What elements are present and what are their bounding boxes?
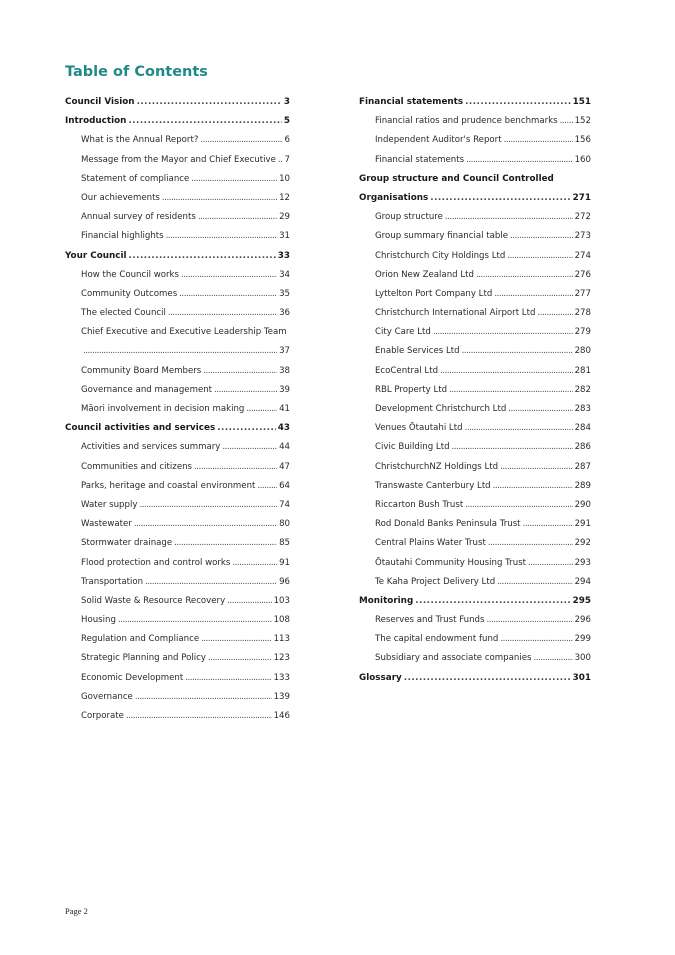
toc-section-entry[interactable] [359, 592, 591, 611]
dot-leader [232, 554, 277, 573]
toc-entry-title: Group summary financial table [375, 231, 509, 242]
toc-entry[interactable] [65, 573, 290, 592]
toc-entry[interactable] [65, 342, 290, 361]
toc-entry-title: Your Council [65, 250, 127, 261]
toc-page-number: 290 [574, 499, 591, 510]
toc-page-number: 276 [574, 269, 591, 280]
toc-page-number: 44 [279, 442, 290, 453]
toc-entry-title: Rod Donald Banks Peninsula Trust [375, 519, 521, 530]
dot-leader [201, 630, 271, 649]
toc-page-number: 74 [279, 499, 290, 510]
toc-entry[interactable] [359, 438, 591, 457]
toc-page-number: 296 [574, 615, 591, 626]
toc-page-number: 286 [574, 442, 591, 453]
toc-entry[interactable] [359, 342, 591, 361]
toc-entry-title: Community Outcomes [81, 288, 178, 299]
dot-leader [487, 611, 573, 630]
toc-entry[interactable] [65, 534, 290, 553]
dot-leader [257, 477, 277, 496]
toc-page-number: 39 [279, 384, 290, 395]
toc-entry-title: Introduction [65, 116, 127, 127]
toc-entry-title: Glossary [359, 672, 402, 683]
dot-leader [168, 304, 277, 323]
toc-page-number: 146 [273, 711, 290, 721]
toc-entry[interactable] [359, 227, 591, 246]
toc-entry[interactable] [65, 131, 290, 150]
toc-entry[interactable] [65, 592, 290, 611]
dot-leader [415, 592, 570, 611]
toc-entry[interactable] [65, 611, 290, 630]
toc-page-number: 37 [279, 346, 290, 357]
toc-entry[interactable] [359, 477, 591, 496]
toc-section-entry[interactable] [65, 247, 290, 266]
dot-leader [128, 112, 281, 131]
toc-entry-title: Water supply [81, 499, 138, 510]
toc-section-entry[interactable] [359, 669, 591, 688]
dot-leader [508, 400, 572, 419]
toc-entry-title: Enable Services Ltd [375, 346, 460, 357]
toc-entry-title: Strategic Planning and Policy [81, 653, 206, 664]
toc-entry[interactable] [65, 227, 290, 246]
toc-page-number: 294 [574, 576, 591, 587]
toc-page-number: 47 [279, 461, 290, 472]
dot-leader [449, 381, 572, 400]
dot-leader [537, 304, 572, 323]
dot-leader [185, 669, 271, 688]
toc-entry[interactable] [359, 496, 591, 515]
toc-entry-title: The capital endowment fund [375, 634, 499, 645]
dot-leader [465, 93, 571, 112]
toc-page-number: 123 [273, 653, 290, 664]
toc-page-number: 10 [279, 173, 290, 184]
toc-entry-title: Central Plains Water Trust [375, 538, 486, 549]
toc-entry-title: Parks, heritage and coastal environment [81, 480, 256, 491]
dot-leader [194, 458, 277, 477]
toc-page-number: 43 [277, 423, 290, 434]
toc-entry-title: The elected Council [81, 308, 166, 319]
toc-page-number: 113 [273, 634, 290, 645]
dot-leader [534, 649, 573, 668]
toc-entry-title: Annual survey of residents [81, 212, 196, 223]
toc-entry[interactable] [65, 554, 290, 573]
dot-leader [126, 707, 272, 726]
dot-leader [560, 112, 573, 131]
toc-page-number: 41 [279, 404, 290, 414]
toc-entry-title: Transwaste Canterbury Ltd [375, 480, 491, 491]
toc-page-number: 34 [279, 269, 290, 280]
dot-leader [145, 573, 277, 592]
toc-entry-title: Solid Waste & Resource Recovery [81, 595, 226, 606]
toc-entry[interactable] [359, 323, 591, 342]
toc-entry[interactable] [359, 151, 591, 170]
toc-entry-title: Activities and services summary [81, 442, 221, 453]
toc-entry-title: Council activities and services [65, 423, 216, 434]
dot-leader [83, 342, 277, 361]
page-number-footer: Page 2 [65, 906, 88, 916]
toc-entry-title: Organisations [359, 192, 429, 203]
toc-page-number: 151 [572, 97, 591, 107]
dot-leader [191, 170, 277, 189]
toc-page-number: 96 [279, 576, 290, 587]
toc-entry-title: Māori involvement in decision making [81, 404, 245, 414]
dot-leader [510, 227, 573, 246]
toc-entry-title: Independent Auditor's Report [375, 135, 502, 146]
toc-entry[interactable] [359, 458, 591, 477]
dot-leader [452, 438, 573, 457]
toc-page-number: 273 [574, 231, 591, 242]
toc-entry-title: ChristchurchNZ Holdings Ltd [375, 461, 499, 472]
toc-entry[interactable] [359, 515, 591, 534]
toc-entry[interactable] [65, 669, 290, 688]
dot-leader [162, 189, 277, 208]
dot-leader [174, 534, 277, 553]
toc-entry[interactable] [359, 285, 591, 304]
toc-entry[interactable] [359, 573, 591, 592]
toc-page-number: 284 [574, 423, 591, 434]
toc-page-number: 301 [572, 672, 591, 683]
toc-entry[interactable] [359, 266, 591, 285]
toc-page-number: 139 [273, 691, 290, 702]
toc-entry-title: Orion New Zealand Ltd [375, 269, 474, 280]
toc-section-entry[interactable] [359, 189, 591, 208]
toc-entry-title: Housing [81, 615, 116, 626]
toc-entry-title: RBL Property Ltd [375, 384, 448, 395]
toc-entry[interactable] [65, 189, 290, 208]
toc-entry-title: Financial highlights [81, 231, 164, 242]
toc-entry[interactable] [65, 477, 290, 496]
dot-leader [440, 362, 573, 381]
toc-entry[interactable] [65, 630, 290, 649]
toc-entry[interactable] [359, 554, 591, 573]
toc-column-left [65, 93, 290, 726]
toc-entry[interactable] [359, 630, 591, 649]
toc-page-number: 279 [574, 327, 591, 338]
toc-page-number: 35 [279, 288, 290, 299]
dot-leader [430, 189, 570, 208]
toc-page-number: 29 [279, 212, 290, 223]
toc-entry-title: Group structure [375, 212, 443, 223]
toc-entry-title: Financial statements [359, 97, 464, 107]
dot-leader [179, 285, 277, 304]
toc-page-number: 274 [574, 250, 591, 261]
toc-entry[interactable] [359, 534, 591, 553]
toc-page-number: 38 [279, 365, 290, 376]
toc-entry-title: Group structure and Council Controlled [359, 173, 554, 184]
toc-entry-title: Wastewater [81, 519, 132, 530]
toc-page-number: 6 [284, 135, 290, 146]
toc-page-number: 281 [574, 365, 591, 376]
toc-page-number: 289 [574, 480, 591, 491]
toc-entry[interactable] [65, 649, 290, 668]
toc-entry-title: Statement of compliance [81, 173, 190, 184]
toc-entry-title: Subsidiary and associate companies [375, 653, 532, 664]
dot-leader [134, 515, 277, 534]
toc-page-number: 299 [574, 634, 591, 645]
toc-entry[interactable] [359, 208, 591, 227]
toc-page-number: 287 [574, 461, 591, 472]
dot-leader [476, 266, 573, 285]
toc-page-number: 272 [574, 212, 591, 223]
toc-entry[interactable] [65, 381, 290, 400]
dot-leader [528, 554, 573, 573]
toc-entry-title: Financial ratios and prudence benchmarks [375, 116, 558, 127]
toc-entry[interactable] [65, 400, 290, 419]
toc-entry-title: Council Vision [65, 97, 135, 107]
toc-entry[interactable] [359, 400, 591, 419]
toc-entry[interactable] [359, 419, 591, 438]
dot-leader [222, 438, 277, 457]
dot-leader [200, 131, 282, 150]
toc-entry-title: Reserves and Trust Funds [375, 615, 485, 626]
toc-entry[interactable] [65, 285, 290, 304]
toc-page-number: 5 [283, 116, 290, 127]
toc-column-right [359, 93, 591, 688]
toc-entry[interactable] [65, 362, 290, 381]
toc-page-number: 280 [574, 346, 591, 357]
dot-leader [500, 630, 572, 649]
toc-entry[interactable] [359, 381, 591, 400]
toc-entry-title: Civic Building Ltd [375, 442, 450, 453]
toc-entry-title: Christchurch International Airport Ltd [375, 308, 536, 319]
toc-page-number: 3 [283, 97, 290, 107]
toc-entry[interactable] [359, 304, 591, 323]
toc-page-number: 277 [574, 288, 591, 299]
toc-page-number: 7 [284, 154, 290, 165]
toc-entry-title: Our achievements [81, 192, 160, 203]
dot-leader [139, 496, 277, 515]
toc-entry-title: Flood protection and control works [81, 557, 231, 568]
toc-entry-title: Corporate [81, 711, 124, 721]
dot-leader [137, 93, 282, 112]
toc-section-entry[interactable] [65, 419, 290, 438]
dot-leader [404, 669, 571, 688]
toc-entry-title: How the Council works [81, 269, 179, 280]
toc-entry-title: Te Kaha Project Delivery Ltd [375, 576, 496, 587]
toc-page-number: 152 [574, 116, 591, 127]
toc-page-number: 160 [574, 154, 591, 165]
dot-leader [465, 496, 572, 515]
toc-entry-title: Riccarton Bush Trust [375, 499, 464, 510]
dot-leader [203, 362, 277, 381]
toc-section-entry[interactable] [65, 93, 290, 112]
dot-leader [445, 208, 573, 227]
dot-leader [500, 458, 573, 477]
toc-page-number: 12 [279, 192, 290, 203]
toc-entry-title: Message from the Mayor and Chief Executive [81, 154, 276, 165]
dot-leader [466, 151, 573, 170]
toc-page-number: 278 [574, 308, 591, 319]
toc-entry[interactable] [359, 131, 591, 150]
toc-entry-title: Financial statements [375, 154, 465, 165]
toc-entry[interactable] [65, 458, 290, 477]
toc-page-number: 283 [574, 404, 591, 414]
toc-entry[interactable] [65, 208, 290, 227]
toc-entry-title: Transportation [81, 576, 144, 587]
toc-entry[interactable] [359, 247, 591, 266]
toc-page-number: 103 [273, 595, 290, 606]
toc-entry[interactable] [65, 438, 290, 457]
toc-entry[interactable] [359, 611, 591, 630]
toc-section-entry[interactable] [65, 112, 290, 131]
toc-entry-title: City Care Ltd [375, 327, 431, 338]
toc-page-number: 295 [572, 595, 591, 606]
toc-entry-title: Stormwater drainage [81, 538, 173, 549]
toc-section-entry[interactable] [359, 170, 591, 189]
toc-entry[interactable] [359, 649, 591, 668]
toc-entry-title: Ōtautahi Community Housing Trust [375, 557, 526, 568]
dot-leader [166, 227, 277, 246]
toc-entry[interactable] [359, 112, 591, 131]
toc-entry-title: Regulation and Compliance [81, 634, 200, 645]
toc-entry-title: Chief Executive and Executive Leadership Team [81, 327, 287, 338]
toc-entry-title: Communities and citizens [81, 461, 193, 472]
toc-entry[interactable] [65, 151, 290, 170]
toc-entry-title: Governance and management [81, 384, 213, 395]
dot-leader [246, 400, 277, 419]
toc-entry[interactable] [65, 304, 290, 323]
dot-leader [504, 131, 573, 150]
dot-leader [227, 592, 271, 611]
toc-page-number: 85 [279, 538, 290, 549]
toc-entry[interactable] [65, 323, 290, 342]
toc-page-number: 133 [273, 672, 290, 683]
toc-entry-title: Venues Ōtautahi Ltd [375, 423, 463, 434]
toc-page-number: 64 [279, 480, 290, 491]
dot-leader [208, 649, 272, 668]
toc-page-number: 300 [574, 653, 591, 664]
toc-entry-title: Governance [81, 691, 133, 702]
toc-page-number: 80 [279, 519, 290, 530]
toc-entry[interactable] [359, 362, 591, 381]
dot-leader [198, 208, 277, 227]
dot-leader [118, 611, 272, 630]
toc-page-number: 108 [273, 615, 290, 626]
dot-leader [135, 688, 272, 707]
toc-page-number: 292 [574, 538, 591, 549]
toc-entry[interactable] [65, 707, 290, 726]
toc-page-number: 282 [574, 384, 591, 395]
toc-entry[interactable] [65, 688, 290, 707]
toc-page-number: 31 [279, 231, 290, 242]
dot-leader [523, 515, 573, 534]
toc-page-number: 293 [574, 557, 591, 568]
dot-leader [465, 419, 573, 438]
dot-leader [493, 477, 573, 496]
dot-leader [433, 323, 573, 342]
dot-leader [181, 266, 277, 285]
toc-entry[interactable] [65, 496, 290, 515]
toc-entry-title: Monitoring [359, 595, 414, 606]
toc-entry-title: Development Christchurch Ltd [375, 404, 507, 414]
toc-entry[interactable] [65, 515, 290, 534]
toc-section-entry[interactable] [359, 93, 591, 112]
dot-leader [462, 342, 573, 361]
page-title: Table of Contents [65, 64, 208, 80]
dot-leader [488, 534, 573, 553]
dot-leader [214, 381, 277, 400]
toc-entry[interactable] [65, 170, 290, 189]
toc-page-number: 91 [279, 557, 290, 568]
dot-leader [507, 247, 572, 266]
dot-leader [129, 247, 276, 266]
dot-leader [497, 573, 572, 592]
toc-page-number: 271 [572, 192, 591, 203]
toc-page-number: 33 [277, 250, 290, 261]
toc-page-number: 36 [279, 308, 290, 319]
toc-entry-title: EcoCentral Ltd [375, 365, 439, 376]
dot-leader [494, 285, 572, 304]
toc-page-number: 156 [574, 135, 591, 146]
toc-page-number: 291 [574, 519, 591, 530]
toc-entry-title: Christchurch City Holdings Ltd [375, 250, 506, 261]
dot-leader [278, 151, 283, 170]
toc-entry-title: Community Board Members [81, 365, 202, 376]
toc-entry[interactable] [65, 266, 290, 285]
toc-entry-title: Economic Development [81, 672, 184, 683]
toc-entry-title: What is the Annual Report? [81, 135, 199, 146]
toc-entry-title: Lyttelton Port Company Ltd [375, 288, 493, 299]
dot-leader [217, 419, 276, 438]
